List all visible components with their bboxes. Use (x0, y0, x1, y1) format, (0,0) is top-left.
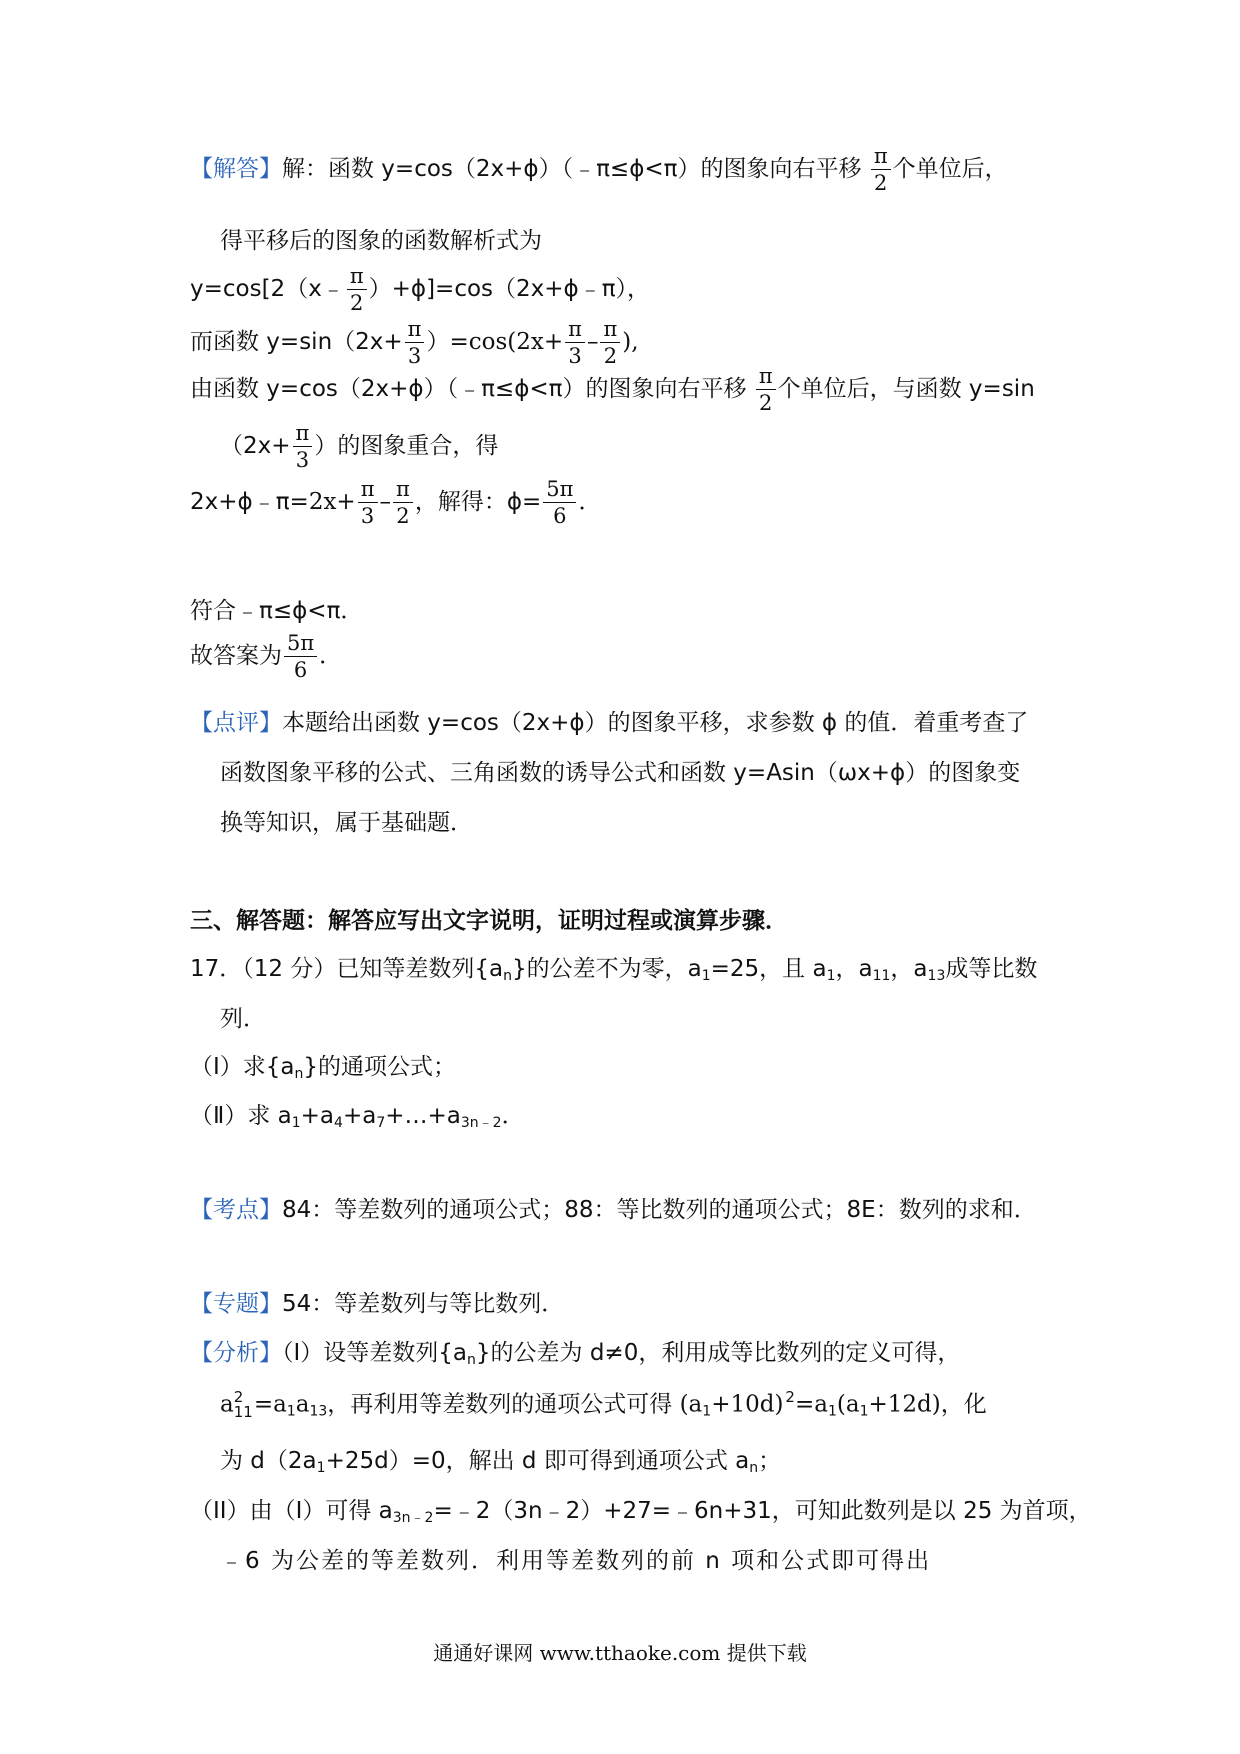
section-heading: 三、解答题：解答应写出文字说明，证明过程或演算步骤． (190, 908, 788, 934)
solution-line-7: 2x+ϕ﹣π=2x+ $\frac{\pi}{3}$ – $\frac{\pi}{2}$ ，解得：ϕ= $\frac{5\pi}{6}$ ． (190, 477, 602, 529)
fraction-pi-over-2: $\frac{\pi}{2}$ (756, 365, 776, 414)
solution-line-2: 得平移后的图象的函数解析式为 (220, 228, 542, 254)
solution-line-8: 符合﹣π≤ϕ<π． (190, 598, 364, 624)
solution-line-5: 由函数 y=cos（2x+ϕ）（﹣π≤ϕ<π）的图象向右平移 $\frac{\pi}{2}$ 个单位后，与函数 y=sin (190, 364, 1035, 416)
comment-line-2: 函数图象平移的公式、三角函数的诱导公式和函数 y=Asin（ωx+ϕ）的图象变 (220, 760, 1021, 786)
analysis-line-2: a 2 11 $=a_1a_{13}$，再利用等差数列的通项公式可得 $(a_1+10d)$ $^2=a_1(a_1+12d)$，化 (220, 1387, 987, 1421)
solution-line-9: 故答案为 $\frac{5\pi}{6}$ ． (190, 631, 343, 683)
fraction-pi-over-3: $\frac{\pi}{3}$ (565, 318, 585, 367)
footer-site: 通通好课网 (433, 1641, 534, 1665)
fraction-pi-over-3: $\frac{\pi}{3}$ (293, 422, 313, 471)
topic-tag: 【专题】 (190, 1291, 282, 1317)
analysis-line-4: （II）由（I）可得 $a_{3n﹣2}=﹣2(3n﹣2)+27=﹣6n+31$，可知此数列是以 25 为首项， (190, 1498, 1092, 1526)
fraction-pi-over-3: $\frac{\pi}{3}$ (405, 318, 425, 367)
q17-part-2: （Ⅱ）求 $a_1+a_4+a_7+\dots+a_{3n﹣2}$． (190, 1103, 525, 1131)
footer-url[interactable]: www.tthaoke.com (539, 1641, 721, 1665)
topic-line: 【专题】54：等差数列与等比数列． (190, 1291, 565, 1317)
analysis-line-5: ﹣6 为公差的等差数列．利用等差数列的前 n 项和公式即可得出 (220, 1548, 932, 1574)
analysis-line-1: 【分析】（I）设等差数列$\{a_n\}$的公差为 d≠0，利用成等比数列的定义可得， (190, 1340, 961, 1368)
q17-line-2: 列． (220, 1006, 266, 1032)
analysis-tag: 【分析】 (190, 1340, 282, 1366)
fraction-5pi-over-6: $\frac{5\pi}{6}$ (543, 478, 576, 527)
answer-tag: 【解答】 (190, 156, 282, 183)
q17-part-1: （Ⅰ）求$\{a_n\}$的通项公式； (190, 1054, 457, 1082)
solution-line-6: （2x+ $\frac{\pi}{3}$ ）的图象重合，得 (220, 421, 499, 473)
fraction-pi-over-2: $\frac{\pi}{2}$ (347, 265, 367, 314)
fraction-pi-over-2: $\frac{\pi}{2}$ (393, 478, 413, 527)
fraction-5pi-over-6: $\frac{5\pi}{6}$ (284, 632, 317, 681)
footer-suffix: 提供下载 (726, 1641, 807, 1665)
fraction-pi-over-2: $\frac{\pi}{2}$ (600, 318, 620, 367)
comment-tag: 【点评】 (190, 710, 282, 736)
point-tag: 【考点】 (190, 1197, 282, 1223)
q17-line-1: 17．（12 分）已知等差数列$\{a_n\}$的公差不为零，$a_1=25$，且 $a_1$，$a_{11}$，$a_{13}$成等比数 (190, 956, 1038, 984)
solution-line-3: y=cos[2（x﹣ $\frac{\pi}{2}$ ）+ϕ]=cos（2x+ϕ﹣π）， (190, 264, 651, 316)
comment-line-3: 换等知识，属于基础题． (220, 810, 473, 836)
comment-line-1: 【点评】本题给出函数 y=cos（2x+ϕ）的图象平移，求参数 ϕ 的值．着重考查了 (190, 710, 1029, 736)
solution-line-1: 【解答】解：函数 y=cos（2x+ϕ）（﹣π≤ϕ<π）的图象向右平移 $\frac{\pi}{2}$ 个单位后， (190, 144, 1008, 196)
point-line: 【考点】84：等差数列的通项公式；88：等比数列的通项公式；8E：数列的求和． (190, 1197, 1037, 1223)
page-footer (0, 1637, 1240, 1666)
fraction-pi-over-2: $\frac{\pi}{2}$ (871, 145, 891, 194)
fraction-pi-over-3: $\frac{\pi}{3}$ (358, 478, 378, 527)
analysis-line-3: 为 $d(2a_1+25d)=0$，解出 d 即可得到通项公式 $a_n$； (220, 1448, 782, 1476)
solution-line-4: 而函数 y=sin（2x+ $\frac{\pi}{3}$ ）=cos(2x+ $\frac{\pi}{3}$ – $\frac{\pi}{2}$ ), (190, 317, 639, 369)
